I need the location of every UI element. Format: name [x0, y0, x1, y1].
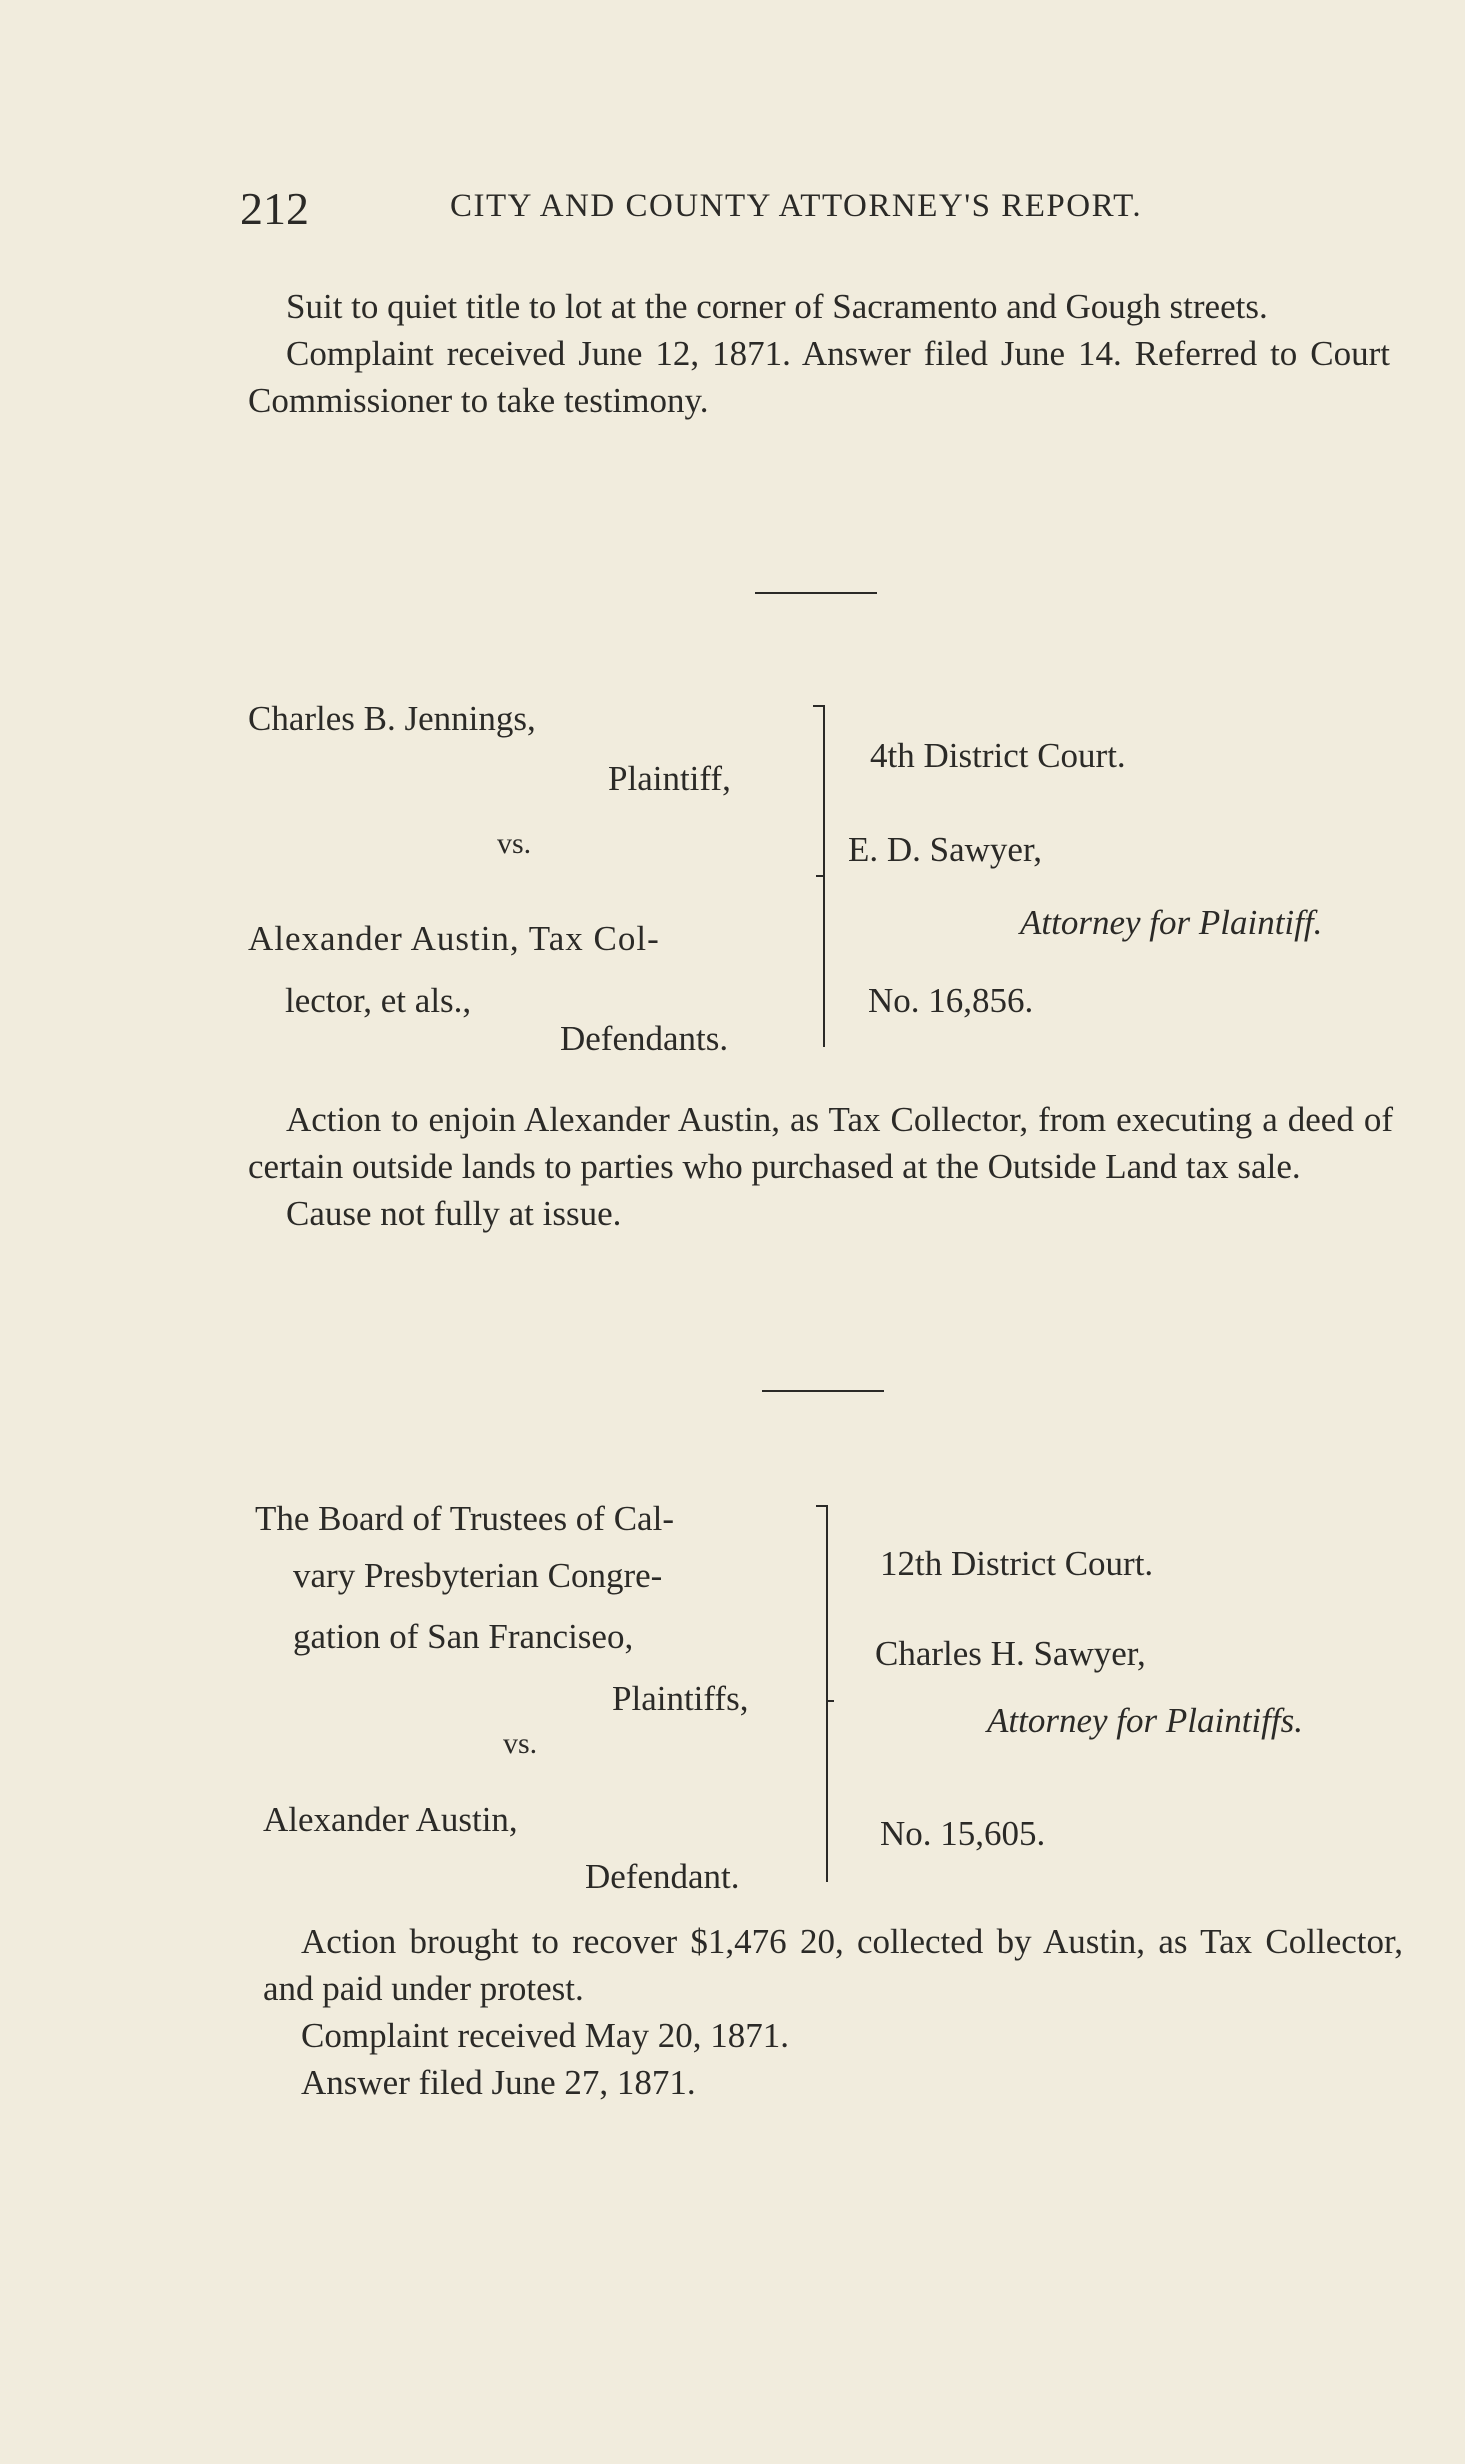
case3-plaintiff-line3: gation of San Franciseo,	[293, 1617, 634, 1656]
case3-attorney: Charles H. Sawyer,	[875, 1634, 1146, 1673]
case2-plaintiff-role: Plaintiff,	[608, 759, 731, 798]
case3-plaintiff-line2: vary Presbyterian Congre-	[293, 1556, 663, 1595]
case3-brace-top	[816, 1505, 826, 1507]
case2-description	[248, 1096, 1393, 1237]
case2-paragraph-1: Action to enjoin Alexander Austin, as Tax Collector, from executing a deed of certain outside lands to parties who purchased at the Outside Land tax sale.	[248, 1100, 1393, 1186]
case3-attorney-role: Attorney for Plaintiffs.	[987, 1701, 1303, 1740]
case2-attorney: E. D. Sawyer,	[848, 830, 1042, 869]
case2-defendant-role: Defendants.	[560, 1019, 729, 1058]
case2-defendant-line1: Alexander Austin, Tax Col-	[248, 919, 660, 958]
case3-paragraph-1: Action brought to recover $1,476 20, collected by Austin, as Tax Collector, and paid under protest.	[263, 1922, 1403, 2008]
section-divider-2	[762, 1390, 884, 1392]
case2-vs: vs.	[497, 827, 532, 860]
case2-attorney-role: Attorney for Plaintiff.	[1020, 903, 1323, 942]
case3-defendant: Alexander Austin,	[263, 1800, 518, 1839]
case3-brace	[826, 1505, 828, 1882]
case3-defendant-role: Defendant.	[585, 1857, 740, 1896]
case3-description	[263, 1918, 1403, 2106]
case3-paragraph-3: Answer filed June 27, 1871.	[301, 2063, 696, 2102]
case2-plaintiff: Charles B. Jennings,	[248, 699, 536, 738]
case3-case-number: No. 15,605.	[880, 1814, 1046, 1853]
case2-case-number: No. 16,856.	[868, 981, 1034, 1020]
case1-paragraph-2: Complaint received June 12, 1871. Answer filed June 14. Referred to Court Commissioner to take testimony.	[248, 334, 1390, 420]
section-divider-1	[755, 592, 877, 594]
case3-plaintiff-line1: The Board of Trustees of Cal-	[255, 1499, 674, 1538]
case2-defendant-line2: lector, et als.,	[285, 981, 472, 1020]
case3-vs: vs.	[503, 1727, 538, 1760]
running-title: CITY AND COUNTY ATTORNEY'S REPORT.	[450, 188, 1143, 224]
case3-court: 12th District Court.	[880, 1544, 1154, 1583]
page-number: 212	[240, 183, 309, 234]
case2-paragraph-2: Cause not fully at issue.	[286, 1194, 622, 1233]
case2-brace-top	[813, 705, 823, 707]
case1-paragraph-1: Suit to quiet title to lot at the corner of Sacramento and Gough streets.	[286, 287, 1268, 326]
case3-paragraph-2: Complaint received May 20, 1871.	[301, 2016, 789, 2055]
case3-brace-mid	[826, 1700, 834, 1702]
case1-description	[248, 283, 1390, 424]
case3-plaintiff-role: Plaintiffs,	[612, 1679, 749, 1718]
case2-brace-mid	[816, 875, 824, 877]
case2-court: 4th District Court.	[870, 736, 1126, 775]
